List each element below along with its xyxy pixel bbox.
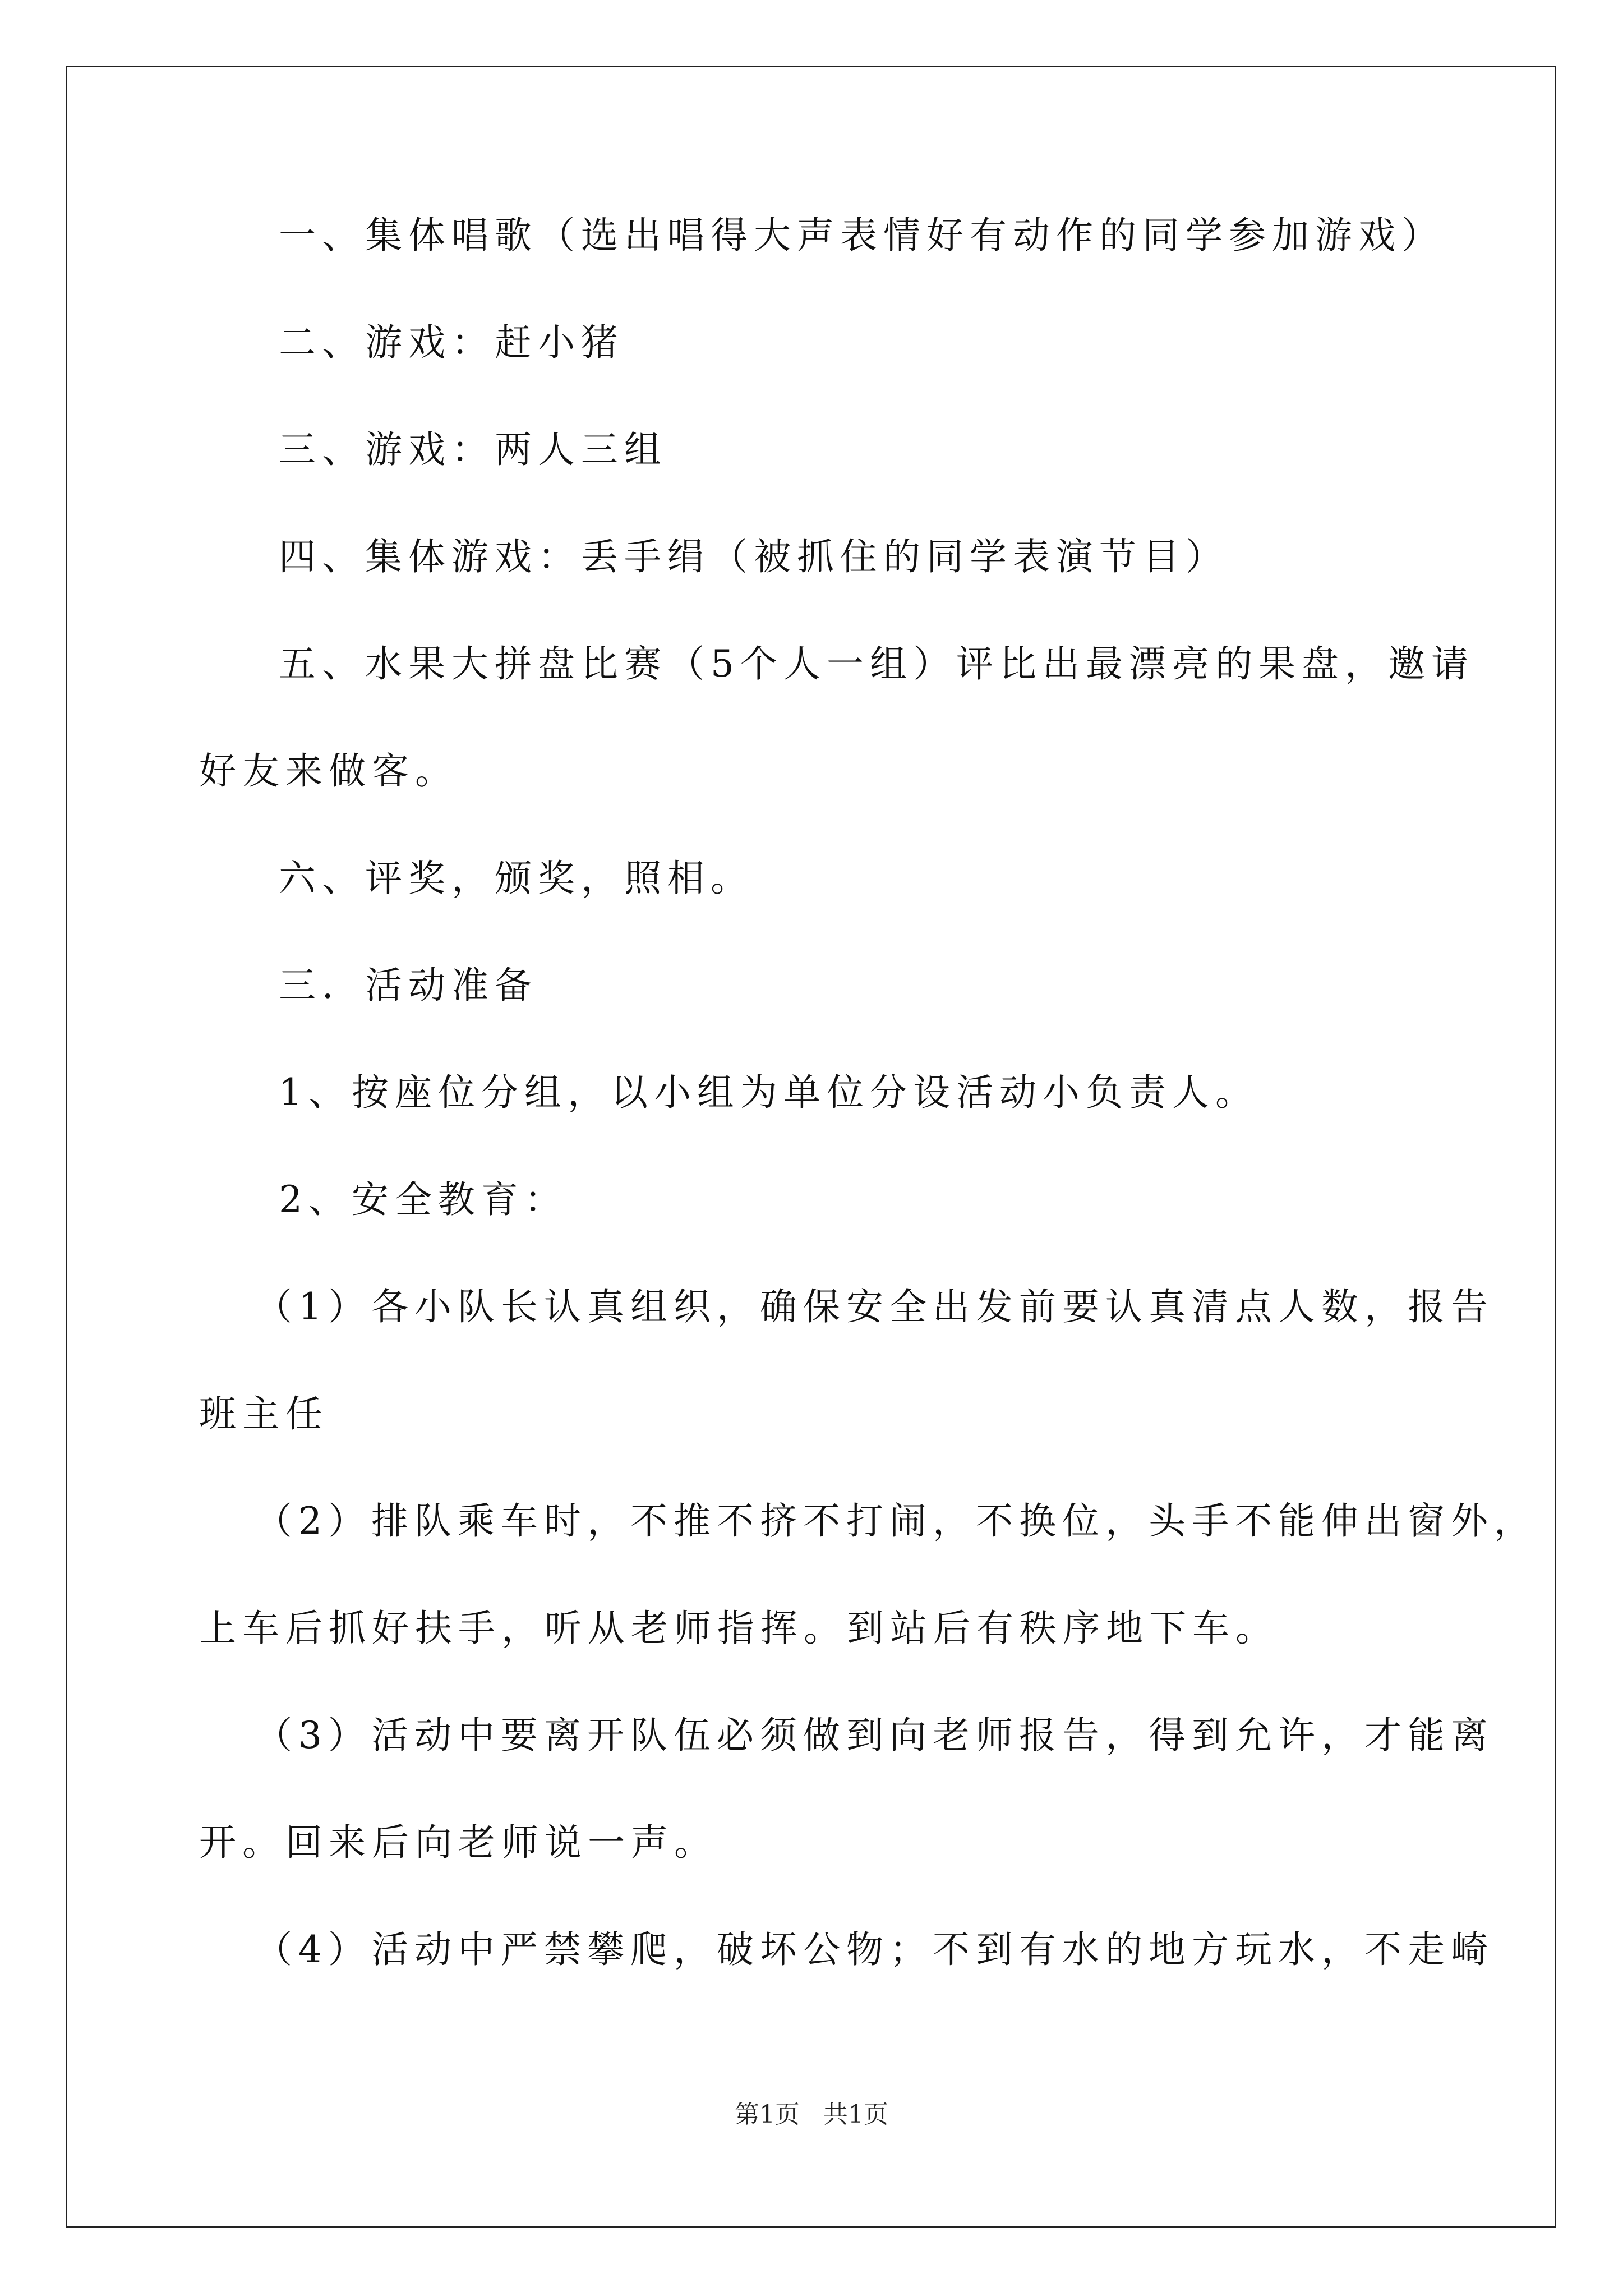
- page-footer: [0, 2098, 1623, 2132]
- section-heading: 三．活动准备: [279, 964, 538, 1007]
- text-line-5: 五、水果大拼盘比赛（5个人一组）评比出最漂亮的果盘，邀请: [279, 642, 1474, 685]
- text-line-13: （2）排队乘车时，不推不挤不打闹，不换位，头手不能伸出窗外，: [255, 1499, 1537, 1543]
- text-line-14: 上车后抓好扶手，听从老师指挥。到站后有秩序地下车。: [199, 1607, 1279, 1650]
- text-line-10: 2、安全教育：: [279, 1178, 568, 1221]
- text-line-9: 1、按座位分组，以小组为单位分设活动小负责人。: [279, 1071, 1258, 1114]
- page-total: 共1页: [823, 2100, 888, 2129]
- text-line-17: （4）活动中严禁攀爬，破坏公物；不到有水的地方玩水，不走崎: [255, 1928, 1494, 1971]
- text-line-11: （1）各小队长认真组织，确保安全出发前要认真清点人数，报告: [255, 1285, 1494, 1328]
- text-line-3: 三、游戏：两人三组: [279, 428, 667, 471]
- text-line-4: 四、集体游戏：丢手绢（被抓住的同学表演节目）: [279, 535, 1229, 578]
- text-line-7: 六、评奖，颁奖，照相。: [279, 857, 754, 900]
- text-line-15: （3）活动中要离开队伍必须做到向老师报告，得到允许，才能离: [255, 1714, 1494, 1757]
- text-line-2: 二、游戏：赶小猪: [279, 321, 624, 364]
- page-border: [66, 66, 1556, 2228]
- text-line-12: 班主任: [199, 1392, 329, 1435]
- text-line-1: 一、集体唱歌（选出唱得大声表情好有动作的同学参加游戏）: [279, 214, 1445, 257]
- text-line-16: 开。回来后向老师说一声。: [199, 1821, 717, 1864]
- text-line-6: 好友来做客。: [199, 749, 458, 793]
- page-number: 第1页: [735, 2100, 800, 2129]
